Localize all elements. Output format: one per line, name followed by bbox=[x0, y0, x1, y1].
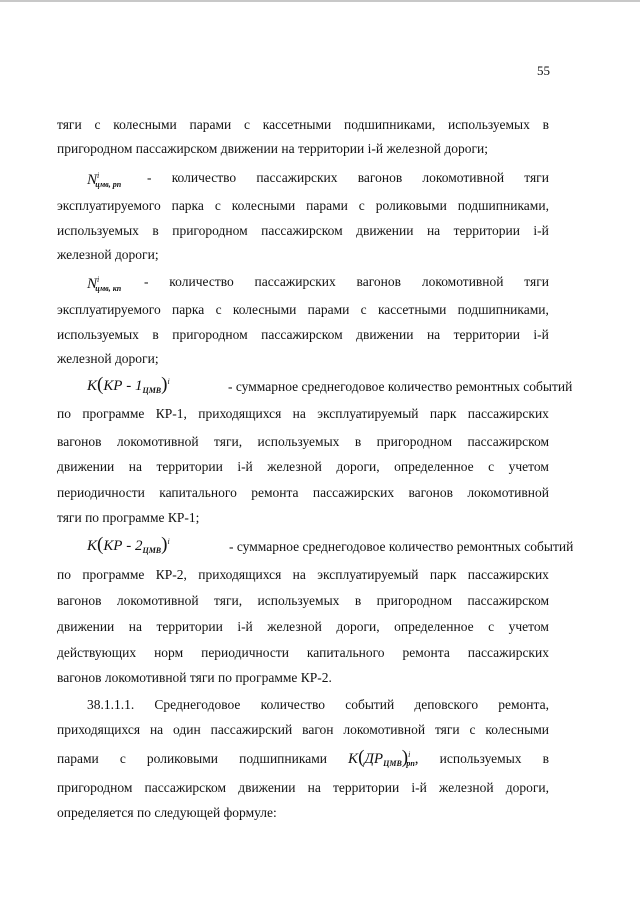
text-line-15 bbox=[57, 485, 549, 501]
word: K bbox=[348, 750, 359, 767]
word: вагонов bbox=[57, 593, 102, 608]
word: с bbox=[358, 198, 365, 213]
word: эксплуатируемого bbox=[57, 302, 161, 317]
word: с bbox=[469, 722, 476, 737]
text-line-18 bbox=[57, 567, 549, 583]
word: колесными bbox=[232, 302, 297, 317]
word: i bbox=[408, 749, 411, 759]
word: пассажирском bbox=[144, 780, 227, 795]
text-line-7 bbox=[144, 274, 549, 290]
word: пассажирском bbox=[467, 434, 549, 449]
word: роликовыми bbox=[146, 751, 219, 766]
word: парка bbox=[171, 198, 204, 213]
word: i-й bbox=[533, 327, 549, 342]
word: движении bbox=[57, 459, 115, 474]
word: ( bbox=[358, 746, 365, 768]
word: с bbox=[244, 117, 251, 132]
word: пригородном bbox=[376, 434, 453, 449]
word: территории bbox=[453, 223, 520, 238]
word: по bbox=[57, 567, 71, 582]
word: локомотивной bbox=[422, 170, 505, 185]
word: тяги, bbox=[214, 593, 243, 608]
word: тяги bbox=[524, 170, 549, 185]
word: движении bbox=[57, 619, 115, 634]
text-line-11: - суммарное среднегодовое количество ремонтных событий bbox=[228, 379, 573, 394]
formula-n-kp bbox=[87, 272, 121, 297]
formula-kr2 bbox=[87, 534, 170, 559]
text-line-19 bbox=[57, 593, 549, 609]
word: пассажирский bbox=[210, 722, 293, 737]
text-line-6: железной дороги; bbox=[57, 247, 159, 262]
word: периодичности bbox=[201, 645, 289, 660]
word: учетом bbox=[508, 459, 549, 474]
word: капитального bbox=[159, 485, 237, 500]
word: роликовыми bbox=[375, 198, 447, 213]
word: на bbox=[149, 722, 164, 737]
word: дороги, bbox=[505, 780, 549, 795]
word: движении bbox=[356, 327, 414, 342]
word: определенное bbox=[394, 459, 474, 474]
word: с bbox=[119, 751, 126, 766]
word: с bbox=[360, 302, 367, 317]
text-line-24 bbox=[57, 722, 549, 738]
word: парами bbox=[306, 198, 348, 213]
word: деповского bbox=[414, 697, 479, 712]
word: железной bbox=[439, 780, 494, 795]
word: железной bbox=[267, 459, 322, 474]
word: дороги, bbox=[336, 619, 380, 634]
word: учетом bbox=[508, 619, 549, 634]
word: КР - 2 bbox=[103, 538, 143, 554]
word: количество bbox=[169, 274, 234, 289]
word: пассажирских bbox=[467, 567, 549, 582]
word: капитального bbox=[306, 645, 385, 660]
word: используемых bbox=[439, 751, 522, 766]
word: приходящихся bbox=[198, 567, 282, 582]
word: 38.1.1.1. bbox=[87, 697, 135, 712]
text-line-16: тяги по программе КР-1; bbox=[57, 510, 200, 525]
word: цмв, кп bbox=[95, 284, 122, 293]
word: локомотивной bbox=[343, 722, 426, 737]
word: на bbox=[426, 327, 441, 342]
word: ЦМВ bbox=[383, 758, 402, 768]
text-line-27: определяется по следующей формуле: bbox=[57, 805, 277, 820]
word: тяги bbox=[524, 274, 549, 289]
word: пассажирских bbox=[467, 645, 549, 660]
definition-kr2 bbox=[57, 534, 574, 558]
word: используемых bbox=[257, 434, 340, 449]
word: ) bbox=[161, 374, 168, 395]
word: эксплуатируемый bbox=[317, 406, 419, 421]
word: определенное bbox=[394, 619, 474, 634]
word: пассажирских bbox=[256, 170, 338, 185]
word: N bbox=[87, 172, 98, 188]
word: парами bbox=[189, 117, 232, 132]
word: тяги, bbox=[214, 434, 243, 449]
word: территории bbox=[453, 327, 520, 342]
word: периодичности bbox=[57, 485, 145, 500]
text-line-20 bbox=[57, 619, 549, 635]
word: пассажирских bbox=[254, 274, 336, 289]
word: парами bbox=[307, 302, 350, 317]
word: тяги bbox=[434, 722, 460, 737]
word: i-й bbox=[411, 780, 427, 795]
word: подшипниками, bbox=[343, 117, 436, 132]
word: используемых bbox=[57, 327, 139, 342]
page-number: 55 bbox=[537, 63, 550, 78]
word: на bbox=[128, 619, 143, 634]
word: один bbox=[173, 722, 201, 737]
word: на bbox=[426, 223, 441, 238]
text-line-12 bbox=[57, 406, 549, 422]
word: по bbox=[57, 406, 71, 421]
word: подшипниками bbox=[239, 751, 327, 766]
word: парами bbox=[57, 751, 99, 766]
word: локомотивной bbox=[116, 434, 199, 449]
word: ) bbox=[401, 746, 409, 768]
word: дороги, bbox=[336, 459, 380, 474]
word: в bbox=[152, 223, 159, 238]
word: K bbox=[87, 378, 98, 394]
word: на bbox=[292, 567, 306, 582]
text-line-2: пригородном пассажирском движении на территории i-й железной дороги; bbox=[57, 141, 489, 156]
word: движении bbox=[356, 223, 414, 238]
word: используемых bbox=[57, 223, 139, 238]
word: подшипниками, bbox=[457, 302, 549, 317]
word: подшипниками, bbox=[457, 198, 549, 213]
word: приходящихся bbox=[198, 406, 282, 421]
word: пассажирских bbox=[467, 406, 549, 421]
word: парк bbox=[429, 567, 457, 582]
word: ремонта bbox=[402, 645, 450, 660]
word: локомотивной bbox=[467, 485, 549, 500]
text-line-4 bbox=[57, 198, 549, 214]
scan-edge bbox=[0, 0, 640, 2]
word: КР-2, bbox=[155, 567, 187, 582]
formula-kr1 bbox=[87, 374, 170, 399]
text-line-8 bbox=[57, 302, 549, 318]
word: ( bbox=[97, 374, 104, 395]
word: территории bbox=[156, 459, 223, 474]
text-line-13 bbox=[57, 434, 549, 450]
word: событий bbox=[345, 697, 395, 712]
word: в bbox=[542, 751, 549, 766]
word: K bbox=[87, 538, 98, 554]
word: вагонов bbox=[357, 170, 403, 185]
word: ДР bbox=[364, 750, 384, 767]
word: приходящихся bbox=[57, 722, 141, 737]
word: Среднегодовое bbox=[154, 697, 241, 712]
word: тяги bbox=[57, 117, 82, 132]
word: пригородном bbox=[376, 593, 453, 608]
word: i bbox=[167, 377, 170, 386]
word: i bbox=[97, 171, 100, 180]
word: используемых bbox=[257, 593, 340, 608]
word: на bbox=[292, 406, 306, 421]
word: с bbox=[214, 198, 221, 213]
word: пассажирском bbox=[261, 327, 343, 342]
definition-n-rp bbox=[57, 168, 549, 190]
word: с bbox=[488, 619, 495, 634]
word: в bbox=[354, 593, 362, 608]
word: колесными bbox=[485, 722, 549, 737]
word: парк bbox=[429, 406, 457, 421]
word: программе bbox=[82, 406, 145, 421]
text-line-17: - суммарное среднегодовое количество ремонтных событий bbox=[229, 539, 574, 554]
text-line-10: железной дороги; bbox=[57, 351, 159, 366]
word: КР - 1 bbox=[103, 378, 143, 394]
word: ( bbox=[97, 534, 104, 555]
text-line-1 bbox=[57, 117, 549, 133]
word: ) bbox=[161, 534, 168, 555]
word: пригородном bbox=[172, 327, 248, 342]
word: эксплуатируемый bbox=[317, 567, 419, 582]
definition-n-kp bbox=[57, 272, 549, 294]
word: i-й bbox=[237, 459, 253, 474]
text-line-26 bbox=[57, 780, 549, 796]
paragraph-38-1-1-1 bbox=[87, 697, 549, 713]
word: локомотивной bbox=[421, 274, 504, 289]
word: количество bbox=[260, 697, 326, 712]
word: вагон bbox=[302, 722, 334, 737]
word: пассажирском bbox=[261, 223, 343, 238]
word: пассажирском bbox=[467, 593, 549, 608]
text-line-21 bbox=[57, 645, 549, 661]
word: ремонта, bbox=[498, 697, 549, 712]
word: в bbox=[152, 327, 159, 342]
text-line-22: вагонов локомотивной тяги по программе КР-2. bbox=[57, 670, 332, 685]
text-line-3 bbox=[147, 170, 549, 186]
word: колесными bbox=[113, 117, 177, 132]
word: ремонта bbox=[251, 485, 299, 500]
word: движении bbox=[238, 780, 296, 795]
word: i bbox=[167, 537, 170, 546]
word: N bbox=[87, 276, 98, 292]
word: территории bbox=[332, 780, 400, 795]
word: парка bbox=[171, 302, 205, 317]
word: КР-1, bbox=[155, 406, 187, 421]
definition-kr1 bbox=[57, 374, 573, 398]
formula-dr bbox=[348, 747, 419, 772]
word: программе bbox=[82, 567, 145, 582]
word: , bbox=[414, 750, 419, 767]
word: i-й bbox=[533, 223, 549, 238]
word: на bbox=[307, 780, 321, 795]
word: ЦМВ bbox=[142, 386, 162, 395]
word: кассетными bbox=[262, 117, 332, 132]
word: действующих bbox=[57, 645, 137, 660]
word: цмв, рп bbox=[95, 180, 122, 189]
word: i-й bbox=[237, 619, 253, 634]
word: с bbox=[94, 117, 101, 132]
word: кассетными bbox=[377, 302, 447, 317]
word: пригородном bbox=[57, 780, 133, 795]
word: железной bbox=[267, 619, 322, 634]
text-line-9 bbox=[57, 327, 549, 343]
word: с bbox=[488, 459, 495, 474]
word: на bbox=[128, 459, 143, 474]
word: норм bbox=[154, 645, 184, 660]
word: - bbox=[147, 170, 152, 185]
text-line-5 bbox=[57, 223, 549, 239]
formula-n-rp bbox=[87, 168, 121, 193]
word: в bbox=[354, 434, 362, 449]
word: вагонов bbox=[57, 434, 102, 449]
word: в bbox=[542, 117, 549, 132]
word: пригородном bbox=[172, 223, 248, 238]
word: эксплуатируемого bbox=[57, 198, 161, 213]
word: с bbox=[215, 302, 222, 317]
word: территории bbox=[156, 619, 223, 634]
word: количество bbox=[171, 170, 237, 185]
word: вагонов bbox=[356, 274, 402, 289]
word: - bbox=[144, 274, 149, 289]
word: колесными bbox=[231, 198, 296, 213]
word: локомотивной bbox=[116, 593, 199, 608]
word: вагонов bbox=[408, 485, 453, 500]
word: i bbox=[97, 275, 100, 284]
word: используемых bbox=[447, 117, 530, 132]
text-line-14 bbox=[57, 459, 549, 475]
text-line-25 bbox=[57, 746, 549, 772]
word: пассажирских bbox=[312, 485, 395, 500]
word: ЦМВ bbox=[142, 546, 162, 555]
word: рп bbox=[406, 758, 415, 768]
